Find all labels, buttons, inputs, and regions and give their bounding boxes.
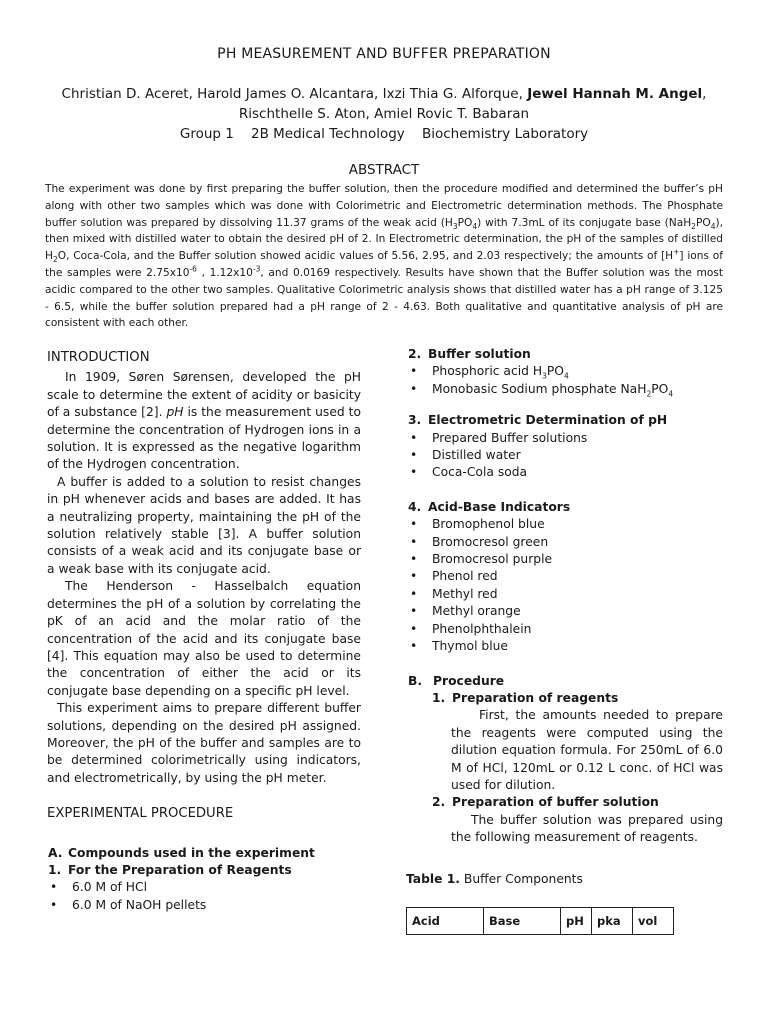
list-item: • Phenolphthalein [407,621,723,638]
list-item: • Thymol blue [407,638,723,655]
introduction-heading: INTRODUCTION [47,350,150,365]
list-item: • Methyl orange [407,603,723,620]
reagents-list [47,879,361,914]
electrometric-heading: 3. Electrometric Determination of pH [408,413,668,428]
table-header-cell: pka [592,908,633,935]
paper-title: PH MEASUREMENT AND BUFFER PREPARATION [217,46,551,62]
list-item: • 6.0 M of HCl [47,879,361,896]
list-item: • Bromocresol green [407,534,723,551]
table-header-row [407,908,674,935]
left-column [47,349,361,914]
list-item: • Bromocresol purple [407,551,723,568]
table-header-cell: vol [633,908,674,935]
intro-paragraph-1: In 1909, Søren Sørensen, developed the pH scale to determine the extent of acidity or basicity of a substance [2]. pH is the measurement used to determine the concentration of Hydrogen ions in a solution. It is expressed as the negative logarithm of the Hydrogen concentration. [47,370,361,472]
list-item: • Coca-Cola soda [407,464,723,481]
abstract-heading: ABSTRACT [348,162,420,178]
author-block [20,84,748,144]
intro-paragraph-3: The Henderson - Hasselbalch equation determines the pH of a solution by correlating the pK of an acid and the molar ratio of the concentration of the acid and its conjugate base [4]. This equation may also be used to determine the concentration of either the acid or its conjugate base depending on a specific pH level. [47,579,361,698]
author-line-1: Christian D. Aceret, Harold James O. Alcantara, Ixzi Thia G. Alforque, Jewel Hannah M. Angel, [61,86,707,102]
affiliation-line: Group 1 2B Medical Technology Biochemistry Laboratory [179,126,589,142]
list-item: • Monobasic Sodium phosphate $NaH_2PO_4$ [407,381,723,398]
section-a-heading: A. Compounds used in the experiment [48,845,315,860]
right-column [407,346,723,847]
table-header-cell: pH [561,908,592,935]
list-item: • Distilled water [407,447,723,464]
table-header-cell: Base [484,908,561,935]
list-item: • Bromophenol blue [407,516,723,533]
indicators-heading: 4. Acid-Base Indicators [408,499,571,514]
indicators-list [407,516,723,655]
intro-paragraph-2: A buffer is added to a solution to resist changes in pH whenever acids and bases are added. It has a neutralizing property, maintaining the pH of the solution relatively stable [3]. A buffer solution consists of a weak acid and its conjugate base or a weak base with its conjugate acid. [47,474,361,576]
prep-reagents-body: First, the amounts needed to prepare the reagents were computed using the dilution equation formula. For 250mL of 6.0 M of HCl, 120mL or 0.12 L conc. of HCl was used for dilution. [451,708,723,792]
electrometric-list [407,430,723,482]
list-item: • Methyl red [407,586,723,603]
buffer-components-table [406,907,674,935]
list-item: • 6.0 M of NaOH pellets [47,897,361,914]
prep-reagents-heading: 1. Preparation of reagents [432,690,619,705]
author-line-2: Rischthelle S. Aton, Amiel Rovic T. Babaran [238,106,530,122]
list-item: • Phenol red [407,568,723,585]
table-caption: Table 1. Buffer Components [406,872,583,886]
procedure-heading: B. Procedure [408,673,505,688]
table-header-cell: Acid [407,908,484,935]
list-item: • Phosphoric acid $H_3PO_4$ [407,363,723,380]
experimental-procedure-heading: EXPERIMENTAL PROCEDURE [47,806,234,822]
highlighted-author: Jewel Hannah M. Angel [527,86,703,102]
prep-buffer-heading: 2. Preparation of buffer solution [432,795,659,810]
prep-buffer-body: The buffer solution was prepared using the following measurement of reagents. [451,812,723,845]
reagents-subheading: 1. For the Preparation of Reagents [48,862,292,877]
abstract-body: The experiment was done by first preparing the buffer solution, then the procedure modified and determined the buffer’s pH along with other two samples which was done with Colorimetric and Electrometric determination methods. The Phosphate buffer solution was prepared by dissolving 11.37 grams of the weak acid $(H_3PO_4)$ with 7.3mL of its conjugate base $(NaH_2PO_4)$, then mixed with distilled water to obtain the desired pH of 2. In Electrometric determination, the pH of the samples of distilled $H_2O$, Coca-Cola, and the Buffer solution showed acidic values of 5.56, 2.95, and 2.03 respectively; the amounts of [H+] ions of the samples were $2.75x10^{-6}$ , $1.12x10^{-3}$, and 0.0169 respectively. Results have shown that the Buffer solution was the most acidic compared to the other two samples. Qualitative Colorimetric analysis shows that distilled water has a pH range of 3.125 - 6.5, while the buffer solution prepared had a pH range of 2 - 4.63. Both qualitative and quantitative analysis of pH are consistent with each other. [45,183,723,330]
buffer-solution-list [407,363,723,398]
buffer-solution-heading: 2. Buffer solution [408,347,531,361]
list-item: • Prepared Buffer solutions [407,430,723,447]
intro-paragraph-4: This experiment aims to prepare different buffer solutions, depending on the desired pH assigned. Moreover, the pH of the buffer and samples are to be determined colorimetrically using indicators, and electrometrically, by using the pH meter. [47,701,361,785]
